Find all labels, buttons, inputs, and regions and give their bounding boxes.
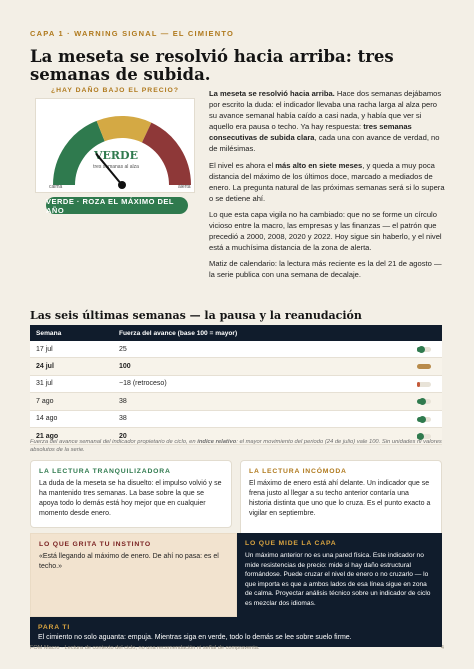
cell-week: 24 jul [36,363,54,371]
gauge-question: ¿HAY DAÑO BAJO EL PRECIO? [51,87,179,94]
measure-title: LO QUE MIDE LA CAPA [245,540,337,547]
uneasy-text: El máximo de enero está ahí delante. Un indicador que se frena justo al llegar a su techo anterior contaría una historia distinta que uno que lo cruza. Es el punto exacto a vigilar en septiembre. [249,480,431,517]
gauge-arc-gold [101,127,147,133]
cell-week: 14 ago [36,415,58,423]
instinct-text: «Está llegando al máximo de enero. De ahí no pasa: es el techo.» [39,553,219,570]
cell-bar [414,376,442,392]
gauge-arc-red [147,133,180,185]
header-bar [414,325,442,341]
cell-strength: −18 (retroceso) [119,380,167,388]
paragraph-2: El nivel es ahora el más alto en siete meses, y queda a muy poca distancia del máximo de los últimos doce, marcado a mediados de enero. La pregunta natural de las próximas semanas será si lo supera o se detiene ahí. [209,160,445,203]
gauge-panel [30,87,200,214]
instinct-box [30,533,237,617]
page-title: La meseta se resolvió hacia arriba: tres semanas de subida. [30,47,394,84]
cell-strength: 38 [119,415,127,423]
measure-text: Un máximo anterior no es una pared física. Este indicador no mide resistencias de precio: mide si hay daño estructural formándose. Puede cruzar el nivel de enero o no cruzarlo — lo que importa es que a ambos lados de esa línea sigue en zona de calma. Proyectar análisis técnico sobre un indicador de ciclo es mezclar dos idiomas. [245,552,431,607]
footer-disclaimer: FOM Macro · Lectura de contexto del ciclo, no una recomendación ni señal de compraventa. [30,645,260,651]
paragraph-3: Lo que esta capa vigila no ha cambiado: que no se forme un círculo vicioso entre la macro, las empresas y las finanzas — el patrón que precedió a 2000, 2008, 2020 y 2022. Hoy sigue sin haberlo, y el nivel está a muchísima distancia de la zona de alerta. [209,209,442,253]
table-title: Las seis últimas semanas — la pausa y la reanudación [30,309,362,322]
strength-bar-track [417,382,431,387]
uneasy-title: LA LECTURA INCÓMODA [249,468,347,475]
paragraph-1: La meseta se resolvió hacia arriba. Hace dos semanas dejábamos por escrito la duda: el indicador llevaba una racha larga al alza pero su avance semanal había caído a casi nada, y había que ver si aquello era pausa o techo. Ya hay respuesta: tres semanas consecutivas de subida clara, cada una con avance de verdad, no de milésimas. [209,89,442,154]
cell-bar [414,393,442,409]
header-strength: Fuerza del avance (base 100 = mayor) [119,329,238,337]
section-kicker: CAPA 1 · WARNING SIGNAL — EL CIMIENTO [30,29,234,38]
cell-week: 21 ago [36,432,59,440]
strength-bar-fill [417,364,431,369]
strength-bar-dot [419,416,426,423]
measure-box [237,533,442,617]
page-number: 4 [440,645,444,651]
table-row [30,376,442,393]
strength-bar-dot [419,398,426,405]
cell-bar [414,358,442,374]
instinct-title: LO QUE GRITA TU INSTINTO [39,541,151,548]
cell-strength: 100 [119,363,131,371]
cell-bar [414,341,442,357]
calm-title: LA LECTURA TRANQUILIZADORA [39,468,171,475]
strength-bar-track [417,364,431,369]
cell-week: 31 jul [36,380,53,388]
table-row [30,411,442,428]
gauge-sub-label: tres semanas al alza [93,164,139,170]
gauge-dial [36,99,196,194]
for-you-box [30,617,442,647]
gauge-card [35,98,195,193]
strength-bar-dot [418,346,425,353]
cell-strength: 38 [119,397,127,405]
weeks-table [30,325,442,445]
table-note: Fuerza del avance semanal del indicador propietario de ciclo, en índice relativo: el mayor movimiento del periodo (24 de julio) vale 100. Sin unidades ni valores absolutos de la serie. [30,439,442,454]
table-row [30,358,442,375]
strength-bar-track [417,399,431,404]
foryou-title: PARA TI [38,624,71,631]
body-text [209,88,445,286]
cell-bar [414,411,442,427]
cell-week: 17 jul [36,345,53,353]
table-row [30,341,442,358]
cell-week: 7 ago [36,397,54,405]
calm-text: La duda de la meseta se ha disuelto: el impulso volvió y se ha mantenido tres semanas. La base sobre la que se apoya todo lo demás está hoy mejor que en cualquier momento desde enero. [39,480,222,517]
cell-strength: 25 [119,345,127,353]
page-footer [30,645,444,651]
strength-bar-track [417,417,431,422]
gauge-left-label: calma [49,184,63,190]
gauge-status-pill: VERDE · ROZA EL MÁXIMO DEL AÑO [46,197,188,214]
table-header [30,325,442,341]
gauge-right-label: alerta [178,184,191,190]
cell-strength: 20 [119,432,127,440]
header-week: Semana [36,329,62,337]
foryou-text: El cimiento no solo aguanta: empuja. Mientras siga en verde, todo lo demás se lee sobre suelo firme. [38,634,352,641]
gauge-hub [118,181,126,189]
strength-bar-fill [417,382,420,387]
strength-bar-track [417,347,431,352]
calm-reading-box [30,460,232,528]
gauge-zone-label: VERDE [94,149,138,162]
paragraph-4: Matiz de calendario: la lectura más reciente es la del 21 de agosto — la serie publica con una semana de decalaje. [209,259,442,280]
table-row [30,393,442,410]
